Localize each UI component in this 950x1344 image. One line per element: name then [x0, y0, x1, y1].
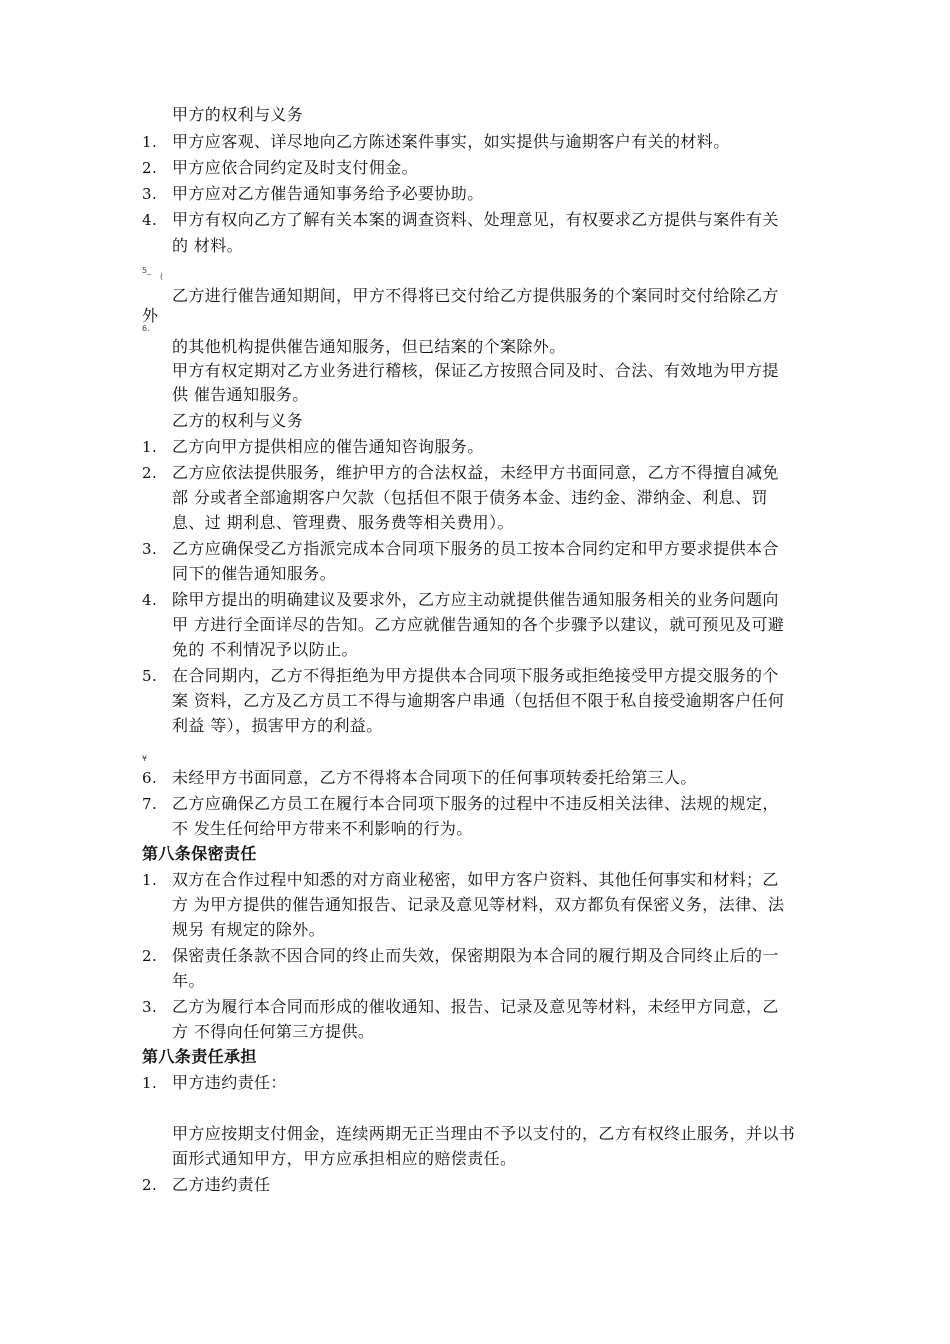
party-b-item-1-text: 乙方向甲方提供相应的催告通知咨询服务。 — [172, 437, 484, 456]
stray-mark-yen: ¥ — [142, 754, 148, 763]
party-b-item-2-line2: 部 分或者全部逾期客户欠款（包括但不限于债务本金、违约金、滞纳金、利息、罚 — [172, 488, 768, 507]
party-a-item-4-num: 4. — [142, 211, 158, 229]
party-b-item-7-num: 7. — [142, 795, 158, 813]
party-a-item-5-line2: 的其他机构提供催告通知服务，但已结案的个案除外。 — [172, 337, 566, 356]
party-b-item-6-text: 未经甲方书面同意，乙方不得将本合同项下的任何事项转委托给第三人。 — [172, 768, 697, 787]
confidentiality-item-1-line2: 方 为甲方提供的催告通知报告、记录及意见等材料，双方都负有保密义务，法律、法 — [172, 895, 785, 914]
party-a-item-4-text-line1: 甲方有权向乙方了解有关本案的调查资料、处理意见，有权要求乙方提供与案件有关 — [172, 210, 779, 229]
party-b-item-5-num: 5. — [142, 667, 158, 685]
stray-mark-6: 6. — [142, 324, 150, 333]
party-a-item-3-num: 3. — [142, 185, 158, 203]
party-b-item-1-num: 1. — [142, 438, 158, 456]
liability-a-detail-line2: 面形式通知甲方，甲方应承担相应的赔偿责任。 — [172, 1149, 517, 1168]
confidentiality-item-1-num: 1. — [142, 871, 158, 889]
party-b-item-3-line1: 乙方应确保受乙方指派完成本合同项下服务的员工按本合同约定和甲方要求提供本合 — [172, 539, 779, 558]
confidentiality-item-3-num: 3. — [142, 998, 158, 1016]
party-a-item-5-wrap: 外 — [142, 306, 159, 325]
party-b-item-4-line1: 除甲方提出的明确建议及要求外，乙方应主动就提供催告通知服务相关的业务问题向 — [172, 590, 779, 609]
confidentiality-item-2-line2: 年。 — [172, 971, 205, 990]
article-confidentiality-heading: 第八条保密责任 — [142, 844, 257, 863]
party-b-item-7-line1: 乙方应确保乙方员工在履行本合同项下服务的过程中不违反相关法律、法规的规定， — [172, 794, 779, 813]
party-b-heading: 乙方的权利与义务 — [172, 411, 304, 430]
stray-mark-paren: ( — [160, 272, 164, 281]
confidentiality-item-2-line1: 保密责任条款不因合同的终止而失效，保密期限为本合同的履行期及合同终止后的一 — [172, 946, 779, 965]
party-b-item-3-num: 3. — [142, 540, 158, 558]
party-a-item-6-line2: 供 催告通知服务。 — [172, 385, 309, 404]
party-b-item-7-line2: 不 发生任何给甲方带来不利影响的行为。 — [172, 819, 473, 838]
party-b-item-4-num: 4. — [142, 591, 158, 609]
party-b-item-5-line2: 案 资料，乙方及乙方员工不得与逾期客户串通（包括但不限于私自接受逾期客户任何 — [172, 691, 785, 710]
liability-item-2-text: 乙方违约责任 — [172, 1175, 271, 1194]
party-a-heading: 甲方的权利与义务 — [172, 105, 304, 124]
confidentiality-item-1-line3: 规另 有规定的除外。 — [172, 920, 326, 939]
confidentiality-item-3-line1: 乙方为履行本合同而形成的催收通知、报告、记录及意见等材料，未经甲方同意，乙 — [172, 997, 779, 1016]
party-b-item-4-line3: 免的 不利情况予以防止。 — [172, 640, 358, 659]
party-b-item-2-line1: 乙方应依法提供服务，维护甲方的合法权益，未经甲方书面同意，乙方不得擅自减免 — [172, 463, 779, 482]
stray-mark-5: 5_ — [142, 266, 152, 275]
confidentiality-item-3-line2: 方 不得向任何第三方提供。 — [172, 1022, 375, 1041]
party-b-item-2-line3: 息、过 期利息、管理费、服务费等相关费用）。 — [172, 513, 514, 532]
party-b-item-2-num: 2. — [142, 464, 158, 482]
party-a-item-3-text: 甲方应对乙方催告通知事务给予必要协助。 — [172, 184, 484, 203]
party-a-item-2-text: 甲方应依合同约定及时支付佣金。 — [172, 158, 419, 177]
article-liability-heading: 第八条责任承担 — [142, 1047, 257, 1066]
party-b-item-4-line2: 甲 方进行全面详尽的告知。乙方应就催告通知的各个步骤予以建议，就可预见及可避 — [172, 615, 785, 634]
party-a-item-6-line1: 甲方有权定期对乙方业务进行稽核，保证乙方按照合同及时、合法、有效地为甲方提 — [172, 361, 779, 380]
liability-item-1-num: 1. — [142, 1074, 158, 1092]
liability-item-1-text: 甲方违约责任： — [172, 1073, 287, 1092]
party-a-item-4-text-line2: 的 材料。 — [172, 236, 244, 255]
liability-item-2-num: 2. — [142, 1176, 158, 1194]
party-a-item-2-num: 2. — [142, 159, 158, 177]
confidentiality-item-1-line1: 双方在合作过程中知悉的对方商业秘密，如甲方客户资料、其他任何事实和材料；乙 — [172, 870, 779, 889]
party-a-item-1-text: 甲方应客观、详尽地向乙方陈述案件事实，如实提供与逾期客户有关的材料。 — [172, 132, 730, 151]
party-a-item-5-line1: 乙方进行催告通知期间，甲方不得将已交付给乙方提供服务的个案同时交付给除乙方 — [172, 286, 779, 305]
confidentiality-item-2-num: 2. — [142, 947, 158, 965]
liability-a-detail-line1: 甲方应按期支付佣金，连续两期无正当理由不予以支付的，乙方有权终止服务，并以书 — [172, 1124, 796, 1143]
party-b-item-6-num: 6. — [142, 769, 158, 787]
party-b-item-5-line1: 在合同期内，乙方不得拒绝为甲方提供本合同项下服务或拒绝接受甲方提交服务的个 — [172, 666, 779, 685]
party-b-item-5-line3: 利益 等），损害甲方的利益。 — [172, 716, 383, 735]
party-a-item-1-num: 1. — [142, 133, 158, 151]
party-b-item-3-line2: 同下的催告通知服务。 — [172, 564, 337, 583]
